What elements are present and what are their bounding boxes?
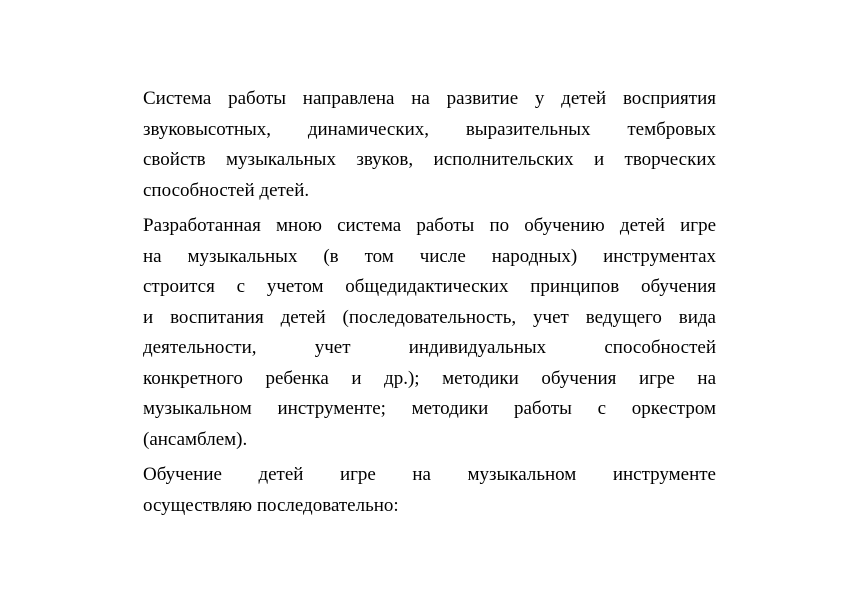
text-line: способностей детей. xyxy=(143,179,310,201)
text-line: строится с учетом общедидактических принципов обучения xyxy=(143,276,716,297)
text-line: деятельности, учет индивидуальных способностей xyxy=(143,337,716,358)
text-line: (ансамблем). xyxy=(143,428,248,450)
text-line: звуковысотных, динамических, выразительных тембровых xyxy=(143,118,716,140)
text-line: Разработанная мною система работы по обучению детей игре xyxy=(143,215,716,236)
text-line: осуществляю последовательно: xyxy=(143,494,399,516)
text-line: Система работы направлена на развитие у детей восприятия xyxy=(143,88,716,109)
paragraph-1 xyxy=(143,84,716,206)
paragraph-2 xyxy=(143,211,716,455)
text-line: на музыкальных (в том числе народных) инструментах xyxy=(143,245,716,267)
text-line: свойств музыкальных звуков, исполнительских и творческих xyxy=(143,149,716,170)
text-line: музыкальном инструменте; методики работы с оркестром xyxy=(143,398,716,419)
text-line: Обучение детей игре на музыкальном инструменте xyxy=(143,464,716,485)
paragraph-3 xyxy=(143,460,716,521)
text-line: конкретного ребенка и др.); методики обучения игре на xyxy=(143,367,716,389)
body-text xyxy=(143,84,716,526)
text-line: и воспитания детей (последовательность, учет ведущего вида xyxy=(143,306,716,328)
